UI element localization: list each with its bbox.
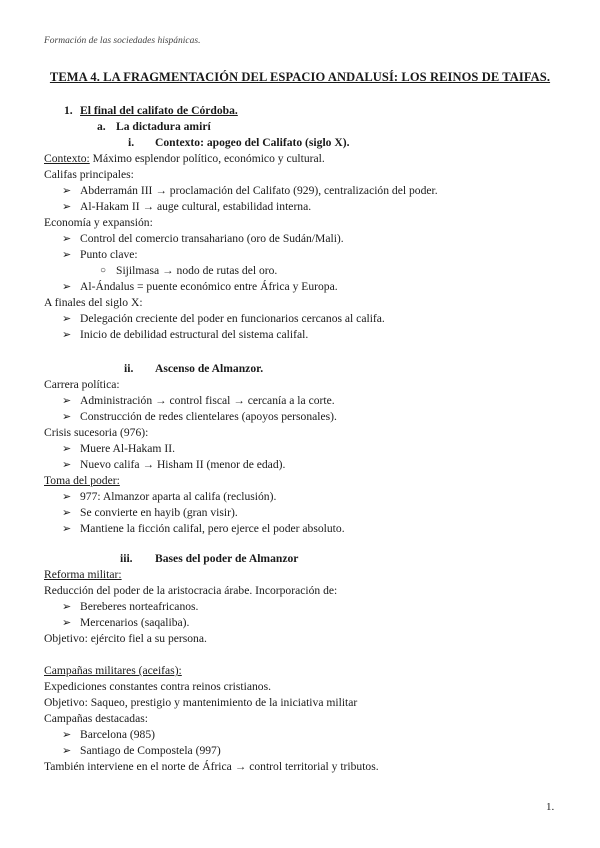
reforma-text: Reducción del poder de la aristocracia árabe. Incorporación de: xyxy=(44,584,338,597)
running-header: Formación de las sociedades hispánicas. xyxy=(44,36,201,46)
arrow-bullet-icon: ➢ xyxy=(62,601,72,613)
arrow-bullet-icon: ➢ xyxy=(62,201,72,213)
list-item: Mercenarios (saqaliba). xyxy=(80,616,190,629)
list-item: Bereberes norteafricanos. xyxy=(80,600,199,613)
arrow-bullet-icon: ➢ xyxy=(62,411,72,423)
carrera-label: Carrera política: xyxy=(44,378,120,391)
campanas-text: Expediciones constantes contra reinos cristianos. xyxy=(44,680,271,693)
arrow-bullet-icon: ➢ xyxy=(62,491,72,503)
list-item: Nuevo califa → Hisham II (menor de edad). xyxy=(80,458,286,471)
context-line xyxy=(44,152,325,166)
list-item: Santiago de Compostela (997) xyxy=(80,744,221,757)
arrow-bullet-icon: ➢ xyxy=(62,185,72,197)
arrow-bullet-icon: ➢ xyxy=(62,507,72,519)
list-item: Abderramán III → proclamación del Califato (929), centralización del poder. xyxy=(80,184,438,197)
list-item: Barcelona (985) xyxy=(80,728,156,741)
part-ii-heading: Ascenso de Almanzor. xyxy=(155,362,264,375)
arrow-bullet-icon: ➢ xyxy=(62,729,72,741)
circle-bullet-icon: ○ xyxy=(100,265,107,276)
page-number: 1. xyxy=(546,801,555,813)
arrow-bullet-icon: ➢ xyxy=(62,443,72,455)
arrow-bullet-icon: ➢ xyxy=(62,233,72,245)
list-item: 977: Almanzor aparta al califa (reclusión). xyxy=(80,490,277,503)
part-i-heading: Contexto: apogeo del Califato (siglo X). xyxy=(155,136,350,149)
arrow-bullet-icon: ➢ xyxy=(62,617,72,629)
arrow-bullet-icon: ➢ xyxy=(62,281,72,293)
arrow-bullet-icon: ➢ xyxy=(62,745,72,757)
final-text: También interviene en el norte de África → control territorial y tributos. xyxy=(44,760,379,773)
list-item: Administración → control fiscal → cercanía a la corte. xyxy=(80,394,335,407)
list-item: Punto clave: xyxy=(80,248,138,261)
part-i-numeral: i. xyxy=(128,136,135,149)
list-subitem: Sijilmasa → nodo de rutas del oro. xyxy=(116,264,278,277)
list-item: Delegación creciente del poder en funcionarios cercanos al califa. xyxy=(80,312,385,325)
part-iii-numeral: iii. xyxy=(120,552,133,565)
context-label: Contexto: xyxy=(44,152,90,165)
califas-label: Califas principales: xyxy=(44,168,134,181)
subsection-heading: La dictadura amirí xyxy=(116,120,211,133)
toma-label: Toma del poder: xyxy=(44,474,120,487)
list-item: Inicio de debilidad estructural del sistema califal. xyxy=(80,328,309,341)
arrow-bullet-icon: ➢ xyxy=(62,523,72,535)
campanas-objetivo: Objetivo: Saqueo, prestigio y mantenimiento de la iniciativa militar xyxy=(44,696,358,709)
context-text: Máximo esplendor político, económico y cultural. xyxy=(89,152,325,165)
list-item: Al-Ándalus = puente económico entre África y Europa. xyxy=(80,280,338,293)
part-ii-numeral: ii. xyxy=(124,362,134,375)
section-number: 1. xyxy=(64,104,73,117)
economia-label: Economía y expansión: xyxy=(44,216,153,229)
objetivo-text: Objetivo: ejército fiel a su persona. xyxy=(44,632,207,645)
arrow-bullet-icon: ➢ xyxy=(62,395,72,407)
list-item: Muere Al-Hakam II. xyxy=(80,442,175,455)
arrow-bullet-icon: ➢ xyxy=(62,329,72,341)
list-item: Se convierte en hayib (gran visir). xyxy=(80,506,238,519)
document-title: TEMA 4. LA FRAGMENTACIÓN DEL ESPACIO ANDALUSÍ: LOS REINOS DE TAIFAS. xyxy=(49,70,551,84)
list-item: Control del comercio transahariano (oro de Sudán/Mali). xyxy=(80,232,344,245)
arrow-bullet-icon: ➢ xyxy=(62,249,72,261)
part-iii-heading: Bases del poder de Almanzor xyxy=(155,552,299,565)
section-heading: El final del califato de Córdoba. xyxy=(80,104,238,117)
arrow-bullet-icon: ➢ xyxy=(62,459,72,471)
subsection-letter: a. xyxy=(97,120,106,133)
campanas-label: Campañas militares (aceifas): xyxy=(44,664,182,677)
destacadas-label: Campañas destacadas: xyxy=(44,712,148,725)
list-item: Mantiene la ficción califal, pero ejerce el poder absoluto. xyxy=(80,522,345,535)
list-item: Al-Hakam II → auge cultural, estabilidad interna. xyxy=(80,200,312,213)
reforma-label: Reforma militar: xyxy=(44,568,122,581)
list-item: Construcción de redes clientelares (apoyos personales). xyxy=(80,410,337,423)
arrow-bullet-icon: ➢ xyxy=(62,313,72,325)
crisis-label: Crisis sucesoria (976): xyxy=(44,426,149,439)
finales-label: A finales del siglo X: xyxy=(44,296,143,309)
